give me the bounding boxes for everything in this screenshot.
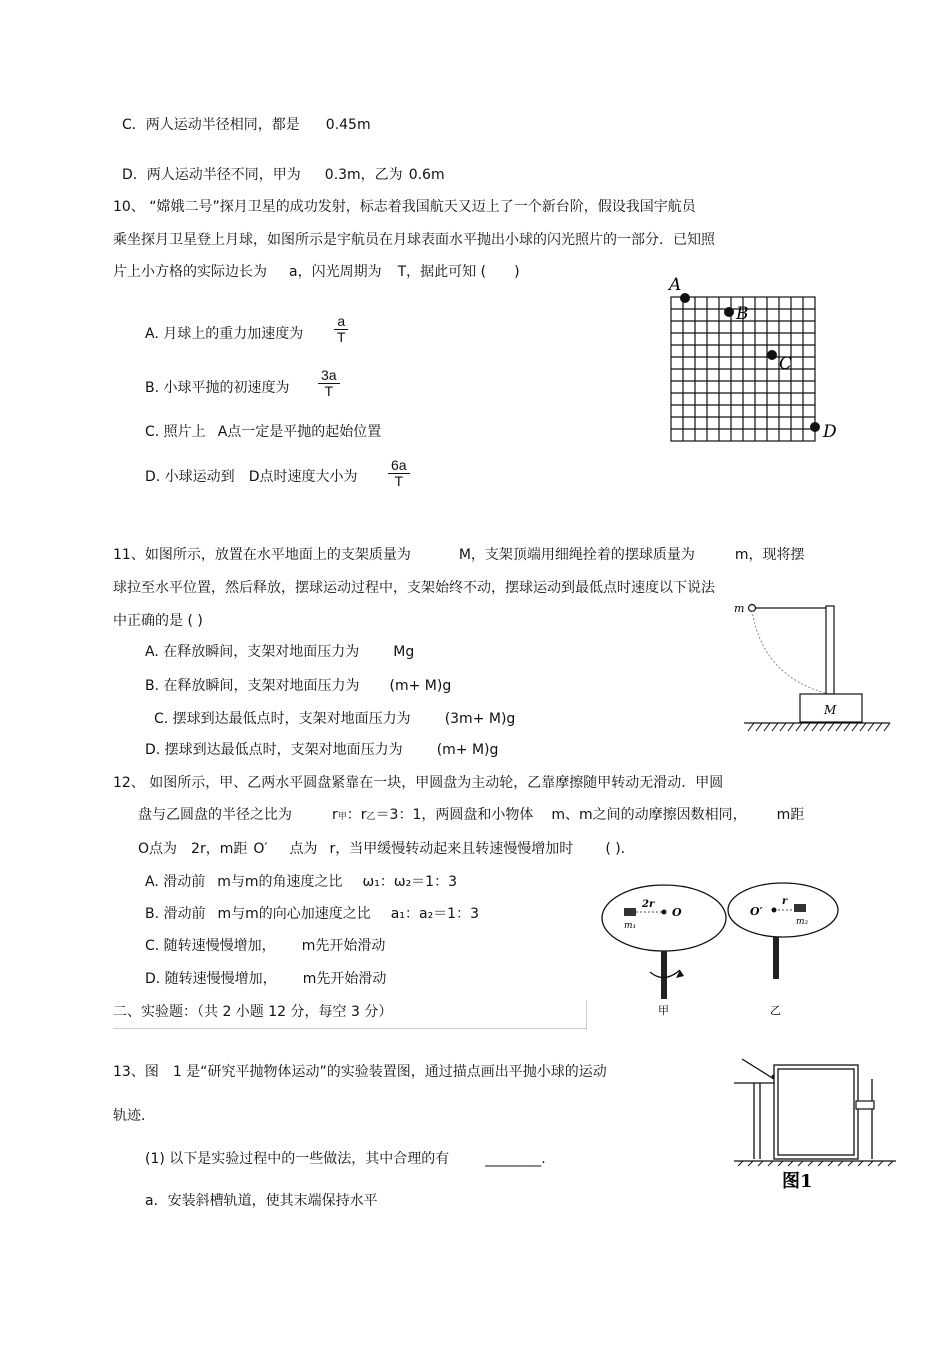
- q13-sub1-text: (1) 以下是实验过程中的一些做法，其中合理的有: [145, 1151, 450, 1167]
- ground-hatch-13: [738, 1161, 893, 1166]
- q9-option-c: [122, 116, 371, 134]
- q9-d-v1: 0.3m，乙为: [324, 167, 403, 183]
- q11-line1c: m，现将摆: [734, 547, 805, 563]
- q11-line1b: M，支架顶端用细绳拴着的摆球质量为: [458, 547, 695, 563]
- q10-option-c: [145, 423, 381, 441]
- label-m1: m₁: [624, 921, 637, 931]
- q9-c-value: 0.45m: [325, 117, 371, 133]
- clamp: [856, 1101, 874, 1109]
- q10-d-den: T: [394, 473, 404, 489]
- q10-line3: [113, 263, 520, 281]
- disk-jia: [602, 885, 726, 951]
- q11-option-d: [145, 741, 498, 759]
- q12-line2c-sub: 乙: [366, 812, 376, 822]
- q12-option-c: [145, 937, 385, 955]
- ground-hatch: [748, 723, 890, 731]
- q12-line3b: 2r，m距: [191, 841, 248, 857]
- q11-option-b: [145, 677, 451, 695]
- label-o-prime: O′: [750, 905, 763, 918]
- q12-a-mid: m与: [217, 874, 245, 890]
- q10-option-d: [145, 468, 357, 486]
- q10-line3d: ): [514, 264, 520, 280]
- q11-b-label: B. 在释放瞬间，支架对地面压力为: [145, 678, 360, 694]
- q11-stand-figure: [732, 596, 892, 736]
- q13-line1b: 1 是“研究平抛物体运动”的实验装置图，通过描点画出平抛小球的运动: [172, 1064, 607, 1080]
- q12-b-mid: m与: [217, 906, 246, 922]
- q11-line1: [113, 546, 805, 564]
- q12-line2e: m、m之间的动摩擦因数相同，: [551, 807, 747, 823]
- q12-d-label: D. 随转速慢慢增加，: [145, 971, 277, 987]
- q12-c-label: C. 随转速慢慢增加，: [145, 938, 276, 954]
- block-m2: [794, 904, 806, 912]
- q12-line2d: ＝3：1，两圆盘和小物体: [375, 807, 534, 823]
- figure-caption: 图1: [782, 1171, 813, 1192]
- q11-option-c: [154, 710, 515, 728]
- q12-line2b-sub: 甲: [337, 812, 347, 822]
- q12-line3a: O点为: [138, 841, 178, 857]
- stand-pole: [826, 606, 834, 694]
- q10-c-label: C. 照片上: [145, 424, 206, 440]
- point-b: [724, 307, 734, 317]
- q10-a-den: T: [337, 329, 346, 345]
- label-m2: m₂: [796, 917, 809, 927]
- q12-disks-figure: [598, 880, 858, 1020]
- q10-a-fraction: [334, 314, 349, 345]
- label-m-ball: m: [734, 602, 745, 615]
- q10-a-num: a: [334, 314, 348, 330]
- q10-grid-figure: [665, 275, 845, 445]
- q11-c-value: (3m+ M)g: [444, 711, 516, 727]
- section-divider-vertical: [586, 1000, 587, 1030]
- q11-a-value: Mg: [393, 644, 415, 660]
- q13-apparatus-figure: [730, 1055, 900, 1195]
- q10-c-mid: A点一定是平抛的起始位置: [217, 424, 382, 440]
- q12-line3e: r，当甲缓慢转动起来且转速慢慢增加时: [329, 841, 574, 857]
- q11-d-value: (m+ M)g: [436, 742, 499, 758]
- point-c: [767, 350, 777, 360]
- q12-line3d: 点为: [289, 841, 318, 857]
- q11-c-label: C. 摆球到达最低点时，支架对地面压力为: [154, 711, 411, 727]
- q11-a-label: A. 在释放瞬间，支架对地面压力为: [145, 644, 360, 660]
- q13-answer-blank: ________.: [485, 1151, 546, 1167]
- q11-line3: 中正确的是 ( ): [113, 613, 203, 629]
- q12-b-value: a₁：a₂＝1：3: [390, 906, 479, 922]
- q13-line1: [113, 1063, 607, 1081]
- q9-option-d: [122, 166, 445, 184]
- label-c: C: [779, 354, 793, 374]
- q12-d-mid: m先开始滑动: [302, 971, 387, 987]
- point-d: [810, 422, 820, 432]
- q12-a-mid2: m的角速度之比: [244, 874, 343, 890]
- q12-line3f: ( )．: [605, 841, 635, 857]
- q12-line2: [138, 806, 804, 826]
- q12-line2f: m距: [776, 807, 805, 823]
- section-divider: [113, 1028, 587, 1029]
- label-a: A: [669, 275, 682, 295]
- ramp-top: [742, 1059, 774, 1079]
- q10-option-a: A. 月球上的重力加速度为: [145, 326, 304, 342]
- q12-line2a: 盘与乙圆盘的半径之比为: [138, 807, 292, 823]
- q12-line3c: O′: [253, 841, 268, 857]
- q10-d-label: D. 小球运动到: [145, 469, 235, 485]
- q12-a-label: A. 滑动前: [145, 874, 206, 890]
- q12-c-mid: m先开始滑动: [301, 938, 386, 954]
- q10-d-fraction: [388, 458, 410, 489]
- q12-line2b: r: [332, 807, 338, 823]
- q9-d-label: D．两人运动半径不同，甲为: [122, 167, 301, 183]
- label-b: B: [736, 304, 749, 324]
- swing-path: [752, 610, 828, 694]
- q10-line1: 10、 “嫦娥二号”探月卫星的成功发射，标志着我国航天又迈上了一个新台阶，假设我国宇航员: [113, 199, 696, 215]
- q10-b-den: T: [324, 383, 334, 399]
- q12-line2c: ：r: [346, 807, 367, 823]
- center-o: [662, 910, 667, 915]
- label-yi: 乙: [770, 1004, 781, 1017]
- q11-option-a: [145, 643, 414, 661]
- label-m-base: M: [824, 703, 837, 717]
- q13-sub1: [145, 1150, 546, 1168]
- q10-line3a: 片上小方格的实际边长为: [113, 264, 267, 280]
- section-2-heading: 二、实验题：（共 2 小题 12 分，每空 3 分）: [113, 1004, 393, 1020]
- q11-line1a: 11、如图所示，放置在水平地面上的支架质量为: [113, 547, 411, 563]
- shaft-yi: [773, 937, 779, 979]
- q10-line2: 乘坐探月卫星登上月球，如图所示是宇航员在月球表面水平抛出小球的闪光照片的一部分．已知照: [113, 232, 715, 248]
- q12-b-mid2: m的向心加速度之比: [245, 906, 371, 922]
- q11-line2: 球拉至水平位置，然后释放，摆球运动过程中，支架始终不动，摆球运动到最低点时速度以下说法: [113, 580, 715, 596]
- q9-c-label: C．两人运动半径相同，都是: [122, 117, 300, 133]
- q12-a-value: ω₁：ω₂＝1：3: [362, 874, 458, 890]
- label-o: O: [672, 906, 682, 919]
- q10-option-b: B. 小球平抛的初速度为: [145, 380, 290, 396]
- label-2r: 2r: [642, 899, 655, 910]
- label-d: D: [823, 422, 837, 442]
- q12-line1: 12、 如图所示，甲、乙两水平圆盘紧靠在一块，甲圆盘为主动轮，乙靠摩擦随甲转动无滑动．甲圆: [113, 775, 724, 791]
- q10-line3c: T，据此可知 (: [397, 264, 487, 280]
- q13-line2: 轨迹.: [113, 1108, 146, 1124]
- q12-option-b: [145, 905, 479, 923]
- q12-b-label: B. 滑动前: [145, 906, 206, 922]
- q10-line3b: a，闪光周期为: [289, 264, 382, 280]
- q10-b-fraction: [318, 368, 340, 399]
- q10-b-num: 3a: [318, 368, 340, 384]
- block-m1: [624, 908, 636, 916]
- rotation-arrowhead: [676, 970, 684, 978]
- q11-d-label: D. 摆球到达最低点时，支架对地面压力为: [145, 742, 403, 758]
- q13-option-a: a．安装斜槽轨道，使其末端保持水平: [145, 1193, 378, 1209]
- point-a: [680, 293, 690, 303]
- q10-d-mid: D点时速度大小为: [248, 469, 358, 485]
- shaft-jia: [661, 951, 667, 999]
- q11-b-value: (m+ M)g: [389, 678, 452, 694]
- q12-option-d: [145, 970, 386, 988]
- q12-line3: [138, 840, 635, 858]
- q13-line1a: 13、图: [113, 1064, 159, 1080]
- q9-d-v2: 0.6m: [408, 167, 445, 183]
- board-outer: [774, 1065, 858, 1159]
- q10-d-num: 6a: [388, 458, 410, 474]
- q12-option-a: [145, 873, 457, 891]
- label-jia: 甲: [658, 1004, 669, 1017]
- label-r: r: [782, 896, 788, 907]
